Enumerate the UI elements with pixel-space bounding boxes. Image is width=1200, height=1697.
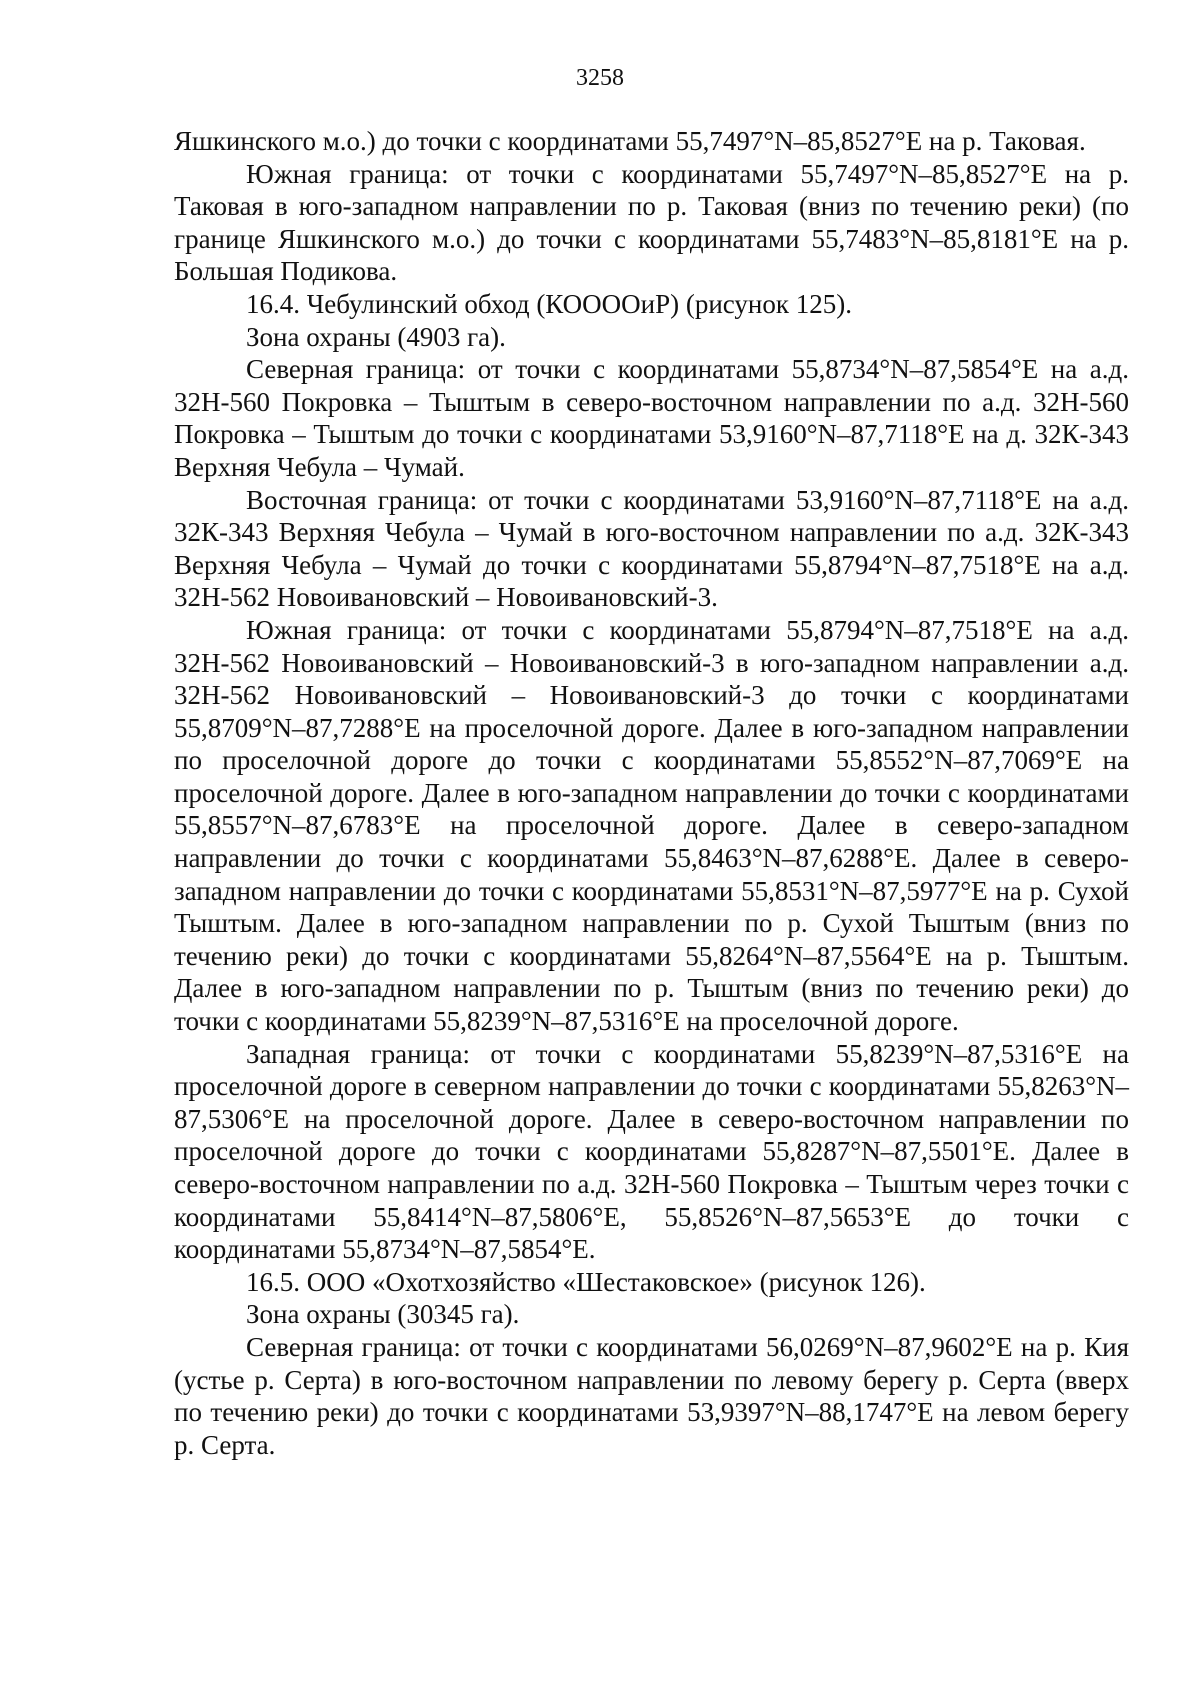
page-number: 3258: [576, 65, 624, 91]
paragraph-southern-border-taskovaya: Южная граница: от точки с координатами 55,7497°N–85,8527°E на р. Таковая в юго-западном направлении по р. Таковая (вниз по течению реки) (по границе Яшкинского м.о.) до точки с координатами 55,7483°N–85,8181°E на р. Большая Подикова.: [174, 158, 1129, 287]
paragraph-southern-border-16-4: Южная граница: от точки с координатами 55,8794°N–87,7518°E на а.д. 32Н-562 Новоивановский – Новоивановский-3 в юго-западном направлении а.д. 32Н-562 Новоивановский – Новоивановский-3 до точки с координатами 55,8709°N–87,7288°E на проселочной дороге. Далее в юго-западном направлении по проселочной дороге до точки с координатами 55,8552°N–87,7069°E на проселочной дороге. Далее в юго-западном направлении до точки с координатами 55,8557°N–87,6783°E на проселочной дороге. Далее в северо-западном направлении до точки с координатами 55,8463°N–87,6288°E. Далее в северо-западном направлении до точки с координатами 55,8531°N–87,5977°E на р. Сухой Тыштым. Далее в юго-западном направлении по р. Сухой Тыштым (вниз по течению реки) до точки с координатами 55,8264°N–87,5564°E на р. Тыштым. Далее в юго-западном направлении по р. Тыштым (вниз по течению реки) до точки с координатами 55,8239°N–87,5316°E на проселочной дороге.: [174, 614, 1129, 1037]
protection-zone-16-5: Зона охраны (30345 га).: [246, 1299, 520, 1330]
paragraph-eastern-border-16-4: Восточная граница: от точки с координатами 53,9160°N–87,7118°E на а.д. 32К-343 Верхняя Чебула – Чумай в юго-восточном направлении по а.д. 32К-343 Верхняя Чебула – Чумай до точки с координатами 55,8794°N–87,7518°E на а.д. 32Н-562 Новоивановский – Новоивановский-3.: [174, 484, 1129, 613]
paragraph-continuation: Яшкинского м.о.) до точки с координатами 55,7497°N–85,8527°E на р. Таковая.: [174, 126, 1086, 156]
paragraph-western-border-16-4: Западная граница: от точки с координатами 55,8239°N–87,5316°E на проселочной дороге в северном направлении до точки с координатами 55,8263°N–87,5306°E на проселочной дороге. Далее в северо-восточном направлении по проселочной дороге до точки с координатами 55,8287°N–87,5501°E. Далее в северо-восточном направлении по а.д. 32Н-560 Покровка – Тыштым через точки с координатами 55,8414°N–87,5806°E, 55,8526°N–87,5653°E до точки с координатами 55,8734°N–87,5854°E.: [174, 1038, 1129, 1265]
paragraph-northern-border-16-5: Северная граница: от точки с координатами 56,0269°N–87,9602°E на р. Кия (устье р. Серта) в юго-восточном направлении по левому берегу р. Серта (вверх по течению реки) до точки с координатами 53,9397°N–88,1747°E на левом берегу р. Серта.: [174, 1331, 1129, 1460]
section-heading-16-4: 16.4. Чебулинский обход (КООООиР) (рисунок 125).: [246, 288, 852, 319]
protection-zone-16-4: Зона охраны (4903 га).: [246, 321, 506, 352]
document-body: [174, 125, 1129, 1461]
section-heading-16-5: 16.5. ООО «Охотхозяйство «Шестаковское» (рисунок 126).: [246, 1266, 926, 1297]
paragraph-northern-border-16-4: Северная граница: от точки с координатами 55,8734°N–87,5854°E на а.д. 32Н-560 Покровка – Тыштым в северо-восточном направлении по а.д. 32Н-560 Покровка – Тыштым до точки с координатами 53,9160°N–87,7118°E на д. 32К-343 Верхняя Чебула – Чумай.: [174, 354, 1129, 482]
